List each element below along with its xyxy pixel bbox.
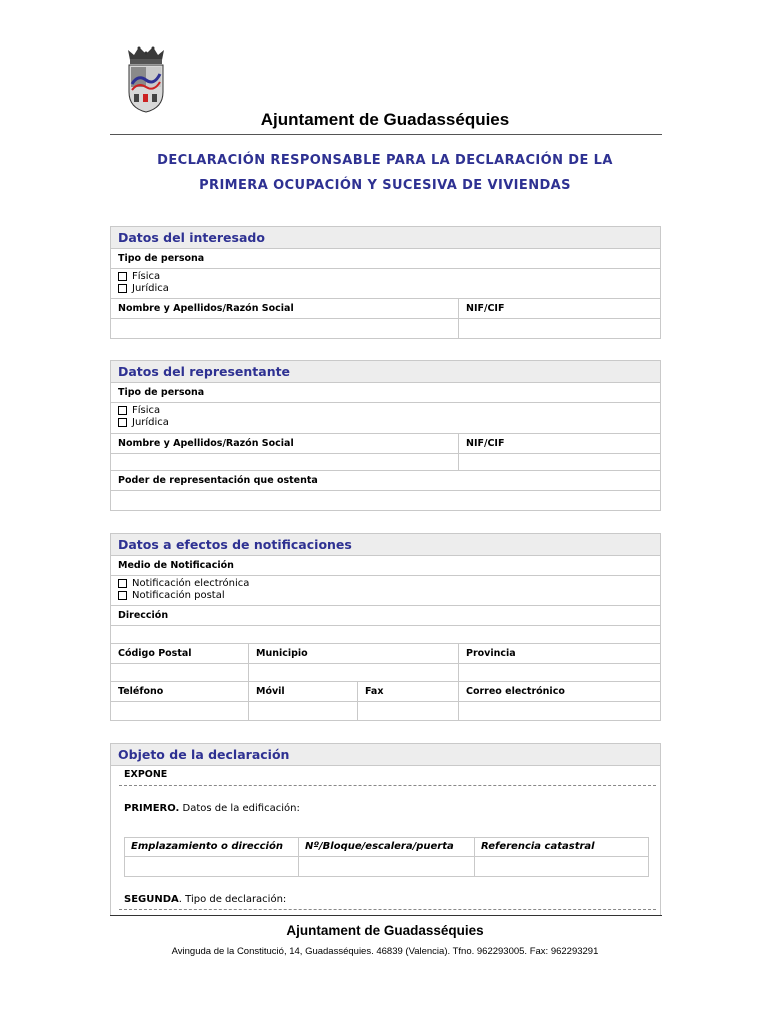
checkbox[interactable] [118,284,127,293]
expone-divider [119,785,656,786]
objeto-body [110,765,661,915]
representante-nif-header [458,433,661,454]
section-objeto-heading: Objeto de la declaración [110,743,661,766]
codigo-postal-label: Código Postal [118,648,192,659]
section-interesado-heading: Datos del interesado [110,226,661,249]
interesado-nombre-label: Nombre y Apellidos/Razón Social [118,303,294,314]
bloque-header [298,837,475,857]
interesado-nombre-header [110,298,459,319]
representante-nombre-input[interactable] [110,453,459,471]
checkbox[interactable] [118,579,127,588]
municipio-label: Municipio [256,648,308,659]
telefono-header [110,681,249,702]
representante-tipo-row [110,382,661,403]
representante-tipo-options [110,402,661,434]
telefono-input[interactable] [110,701,249,721]
notificaciones-direccion-label: Dirección [118,610,169,621]
interesado-tipo-label: Tipo de persona [118,253,205,264]
header-divider [110,134,662,135]
primero-text: Datos de la edificación: [179,803,300,814]
segunda-line [124,894,286,905]
checkbox[interactable] [118,272,127,281]
representante-poder-input[interactable] [110,490,661,511]
primero-line [124,803,300,814]
fax-input[interactable] [357,701,459,721]
correo-label: Correo electrónico [466,686,565,697]
segunda-bold: SEGUNDA [124,894,179,905]
representante-nombre-header [110,433,459,454]
municipal-crest-logo [124,44,168,114]
referencia-header [474,837,649,857]
interesado-nombre-input[interactable] [110,318,459,339]
document-title-line2: PRIMERA OCUPACIÓN Y SUCESIVA DE VIVIENDAS [199,178,571,193]
notificaciones-direccion-header [110,605,661,626]
interesado-option-fisica[interactable]: Física [118,271,160,282]
municipio-header [248,643,459,664]
checkbox[interactable] [118,418,127,427]
representante-poder-label: Poder de representación que ostenta [118,475,318,486]
emplazamiento-header [124,837,299,857]
telefono-label: Teléfono [118,686,164,697]
representante-nif-label: NIF/CIF [466,438,505,449]
notificaciones-medio-label: Medio de Notificación [118,560,234,571]
representante-nif-input[interactable] [458,453,661,471]
referencia-label: Referencia catastral [481,841,595,852]
footer-address: Avinguda de la Constitució, 14, Guadasséquies. 46839 (Valencia). Tfno. 962293005. Fax: 962293291 [171,946,599,957]
codigo-postal-header [110,643,249,664]
correo-header [458,681,661,702]
interesado-tipo-row [110,248,661,269]
representante-option-juridica[interactable]: Jurídica [118,417,169,428]
fax-header [357,681,459,702]
interesado-tipo-options [110,268,661,299]
header-title: Ajuntament de Guadasséquies [260,110,510,129]
provincia-header [458,643,661,664]
emplazamiento-label: Emplazamiento o dirección [131,841,283,852]
interesado-nif-input[interactable] [458,318,661,339]
representante-poder-header [110,470,661,491]
provincia-label: Provincia [466,648,516,659]
notificaciones-direccion-input[interactable] [110,625,661,644]
fax-label: Fax [365,686,384,697]
footer-divider [110,915,662,916]
checkbox[interactable] [118,406,127,415]
segunda-text: . Tipo de declaración: [178,894,287,905]
footer-title: Ajuntament de Guadasséquies [286,923,484,938]
interesado-option-juridica[interactable]: Jurídica [118,283,169,294]
representante-option-fisica[interactable]: Física [118,405,160,416]
notificaciones-medio-options [110,575,661,606]
codigo-postal-input[interactable] [110,663,249,682]
bloque-input[interactable] [298,856,475,877]
municipio-input[interactable] [248,663,459,682]
document-title-line1: DECLARACIÓN RESPONSABLE PARA LA DECLARACIÓN DE LA [157,153,613,168]
segunda-divider [119,909,656,910]
referencia-input[interactable] [474,856,649,877]
section-notificaciones-heading: Datos a efectos de notificaciones [110,533,661,556]
movil-input[interactable] [248,701,358,721]
option-notificacion-postal[interactable]: Notificación postal [118,590,225,601]
emplazamiento-input[interactable] [124,856,299,877]
bloque-label: Nº/Bloque/escalera/puerta [305,841,454,852]
notificaciones-medio-row [110,555,661,576]
provincia-input[interactable] [458,663,661,682]
option-notificacion-electronica[interactable]: Notificación electrónica [118,578,249,589]
movil-header [248,681,358,702]
representante-tipo-label: Tipo de persona [118,387,205,398]
interesado-nif-label: NIF/CIF [466,303,505,314]
section-representante-heading: Datos del representante [110,360,661,383]
movil-label: Móvil [256,686,285,697]
correo-input[interactable] [458,701,661,721]
expone-label: EXPONE [124,769,168,780]
primero-bold: PRIMERO. [124,803,180,814]
interesado-nif-header [458,298,661,319]
representante-nombre-label: Nombre y Apellidos/Razón Social [118,438,294,449]
checkbox[interactable] [118,591,127,600]
